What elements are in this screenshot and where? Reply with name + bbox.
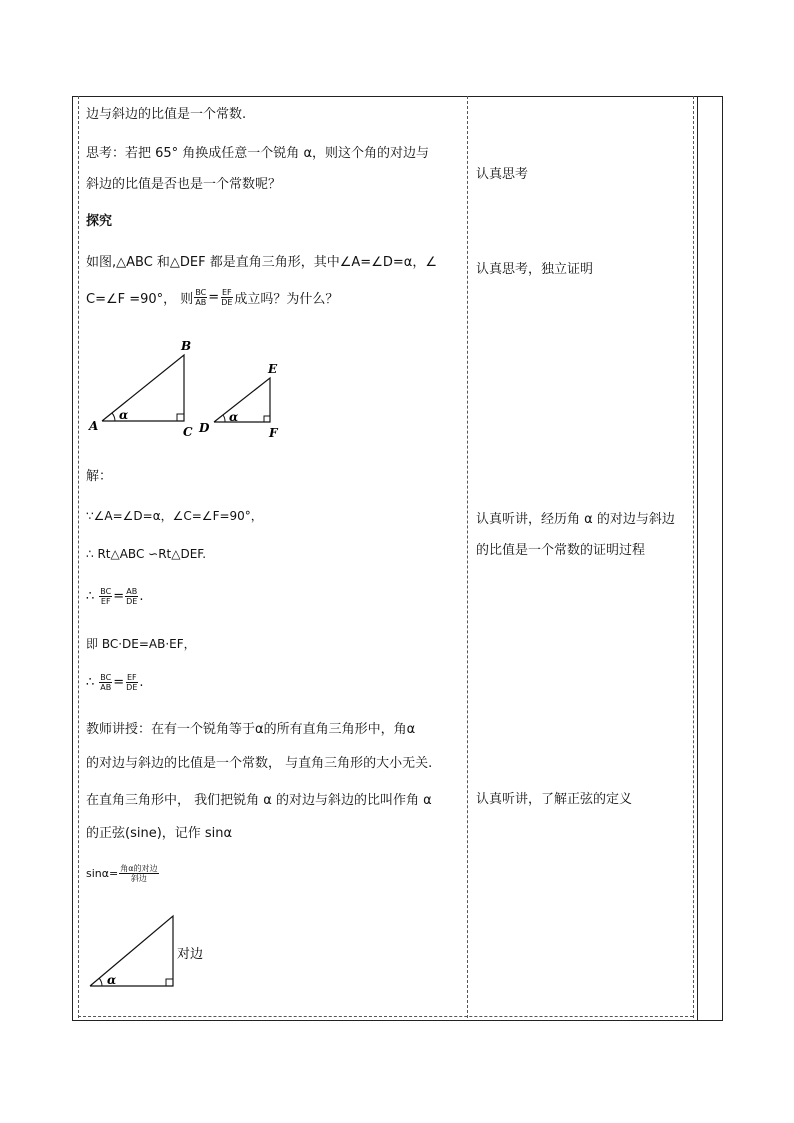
- fraction-numerator: BC: [195, 288, 207, 297]
- sine-prefix: sinα=: [86, 867, 119, 880]
- note-listen-line1: 认真听讲，经历角 α 的对边与斜边: [476, 512, 675, 527]
- fraction-ef-de: [220, 288, 233, 307]
- fraction-numerator: BC: [100, 673, 112, 682]
- label-f: F: [269, 426, 278, 440]
- fraction-ef-de: [125, 673, 138, 692]
- table-bottom-border: [72, 1020, 723, 1021]
- fraction-denominator: AB: [195, 298, 207, 307]
- fraction-numerator: AB: [126, 587, 138, 596]
- definition-line2: 的正弦(sine)，记作 sinα: [86, 826, 233, 841]
- bottom-dash-border: [78, 1016, 693, 1017]
- label-alpha: α: [107, 973, 117, 987]
- explore-line2-prefix: C=∠F =90°， 则: [86, 292, 194, 307]
- therefore-symbol: ∴: [86, 675, 95, 690]
- explore-line2: [86, 288, 338, 307]
- label-a: A: [89, 419, 99, 433]
- fraction-bc-ab: [99, 673, 112, 692]
- note-prove: 认真思考，独立证明: [476, 262, 594, 277]
- note-sine-definition: 认真听讲，了解正弦的定义: [476, 792, 633, 807]
- table-right-inner-border: [697, 96, 698, 1021]
- fraction-numerator: EF: [126, 673, 137, 682]
- table-top-border: [72, 96, 723, 97]
- fraction-numerator: BC: [100, 587, 112, 596]
- solution-line3: [86, 587, 143, 606]
- table-right-border: [722, 96, 723, 1021]
- definition-line1: 在直角三角形中， 我们把锐角 α 的对边与斜边的比叫作角 α: [86, 793, 432, 808]
- explore-heading: 探究: [86, 214, 113, 229]
- label-alpha2: α: [229, 410, 239, 424]
- solution-line4: 即 BC·DE=AB·EF，: [86, 637, 196, 651]
- sine-formula: [86, 864, 160, 883]
- column-dash-divider: [467, 96, 468, 1018]
- label-alpha1: α: [119, 408, 129, 422]
- sine-fraction: [119, 864, 158, 883]
- think-line1: 思考：若把 65° 角换成任意一个锐角 α，则这个角的对边与: [86, 146, 430, 161]
- fraction-denominator: DE: [221, 298, 233, 307]
- equals-sign: =: [113, 589, 125, 604]
- note-think: 认真思考: [476, 167, 529, 182]
- fraction-denominator: DE: [126, 597, 138, 606]
- triangle-abc: [102, 355, 184, 421]
- fraction-numerator: EF: [221, 288, 232, 297]
- solution-heading: 解：: [86, 469, 113, 484]
- left-cell-dash-border: [78, 96, 79, 1018]
- text-line1: 边与斜边的比值是一个常数.: [86, 107, 247, 122]
- teach-line2: 的对边与斜边的比值是一个常数， 与直角三角形的大小无关.: [86, 756, 433, 771]
- fraction-denominator: DE: [126, 683, 138, 692]
- solution-line1: ∵∠A=∠D=α，∠C=∠F=90°，: [86, 509, 263, 523]
- think-line2: 斜边的比值是否也是一个常数呢？: [86, 177, 282, 192]
- fraction-denominator: 斜边: [130, 874, 147, 883]
- label-opposite: 对边: [177, 947, 204, 962]
- sine-triangle-figure: [85, 910, 225, 990]
- period: .: [139, 589, 144, 604]
- fraction-denominator: AB: [100, 683, 112, 692]
- solution-line5: [86, 673, 144, 692]
- label-d: D: [199, 421, 210, 435]
- triangle-def: [214, 378, 270, 422]
- fraction-ab-de: [125, 587, 138, 606]
- triangles-figure: [85, 335, 295, 445]
- fraction-denominator: EF: [100, 597, 111, 606]
- label-b: B: [181, 339, 192, 353]
- fraction-numerator: 角α的对边: [120, 864, 158, 873]
- label-e: E: [268, 362, 278, 376]
- fraction-bc-ef: [99, 587, 112, 606]
- fraction-bc-ab: [194, 288, 207, 307]
- therefore-symbol: ∴: [86, 589, 95, 604]
- solution-line2: ∴ Rt△ABC ∽Rt△DEF.: [86, 547, 207, 561]
- equals-sign: =: [113, 675, 125, 690]
- explore-line1: 如图,△ABC 和△DEF 都是直角三角形，其中∠A=∠D=α，∠: [86, 255, 437, 270]
- explore-line2-suffix: 成立吗？为什么？: [234, 292, 339, 307]
- right-cell-dash-border: [693, 96, 694, 1018]
- period: .: [139, 675, 144, 690]
- note-listen-line2: 的比值是一个常数的证明过程: [476, 543, 646, 558]
- teach-line1: 教师讲授：在有一个锐角等于α的所有直角三角形中，角α: [86, 722, 416, 737]
- equals-sign: =: [208, 290, 220, 305]
- label-c: C: [183, 425, 193, 439]
- table-left-border: [72, 96, 73, 1021]
